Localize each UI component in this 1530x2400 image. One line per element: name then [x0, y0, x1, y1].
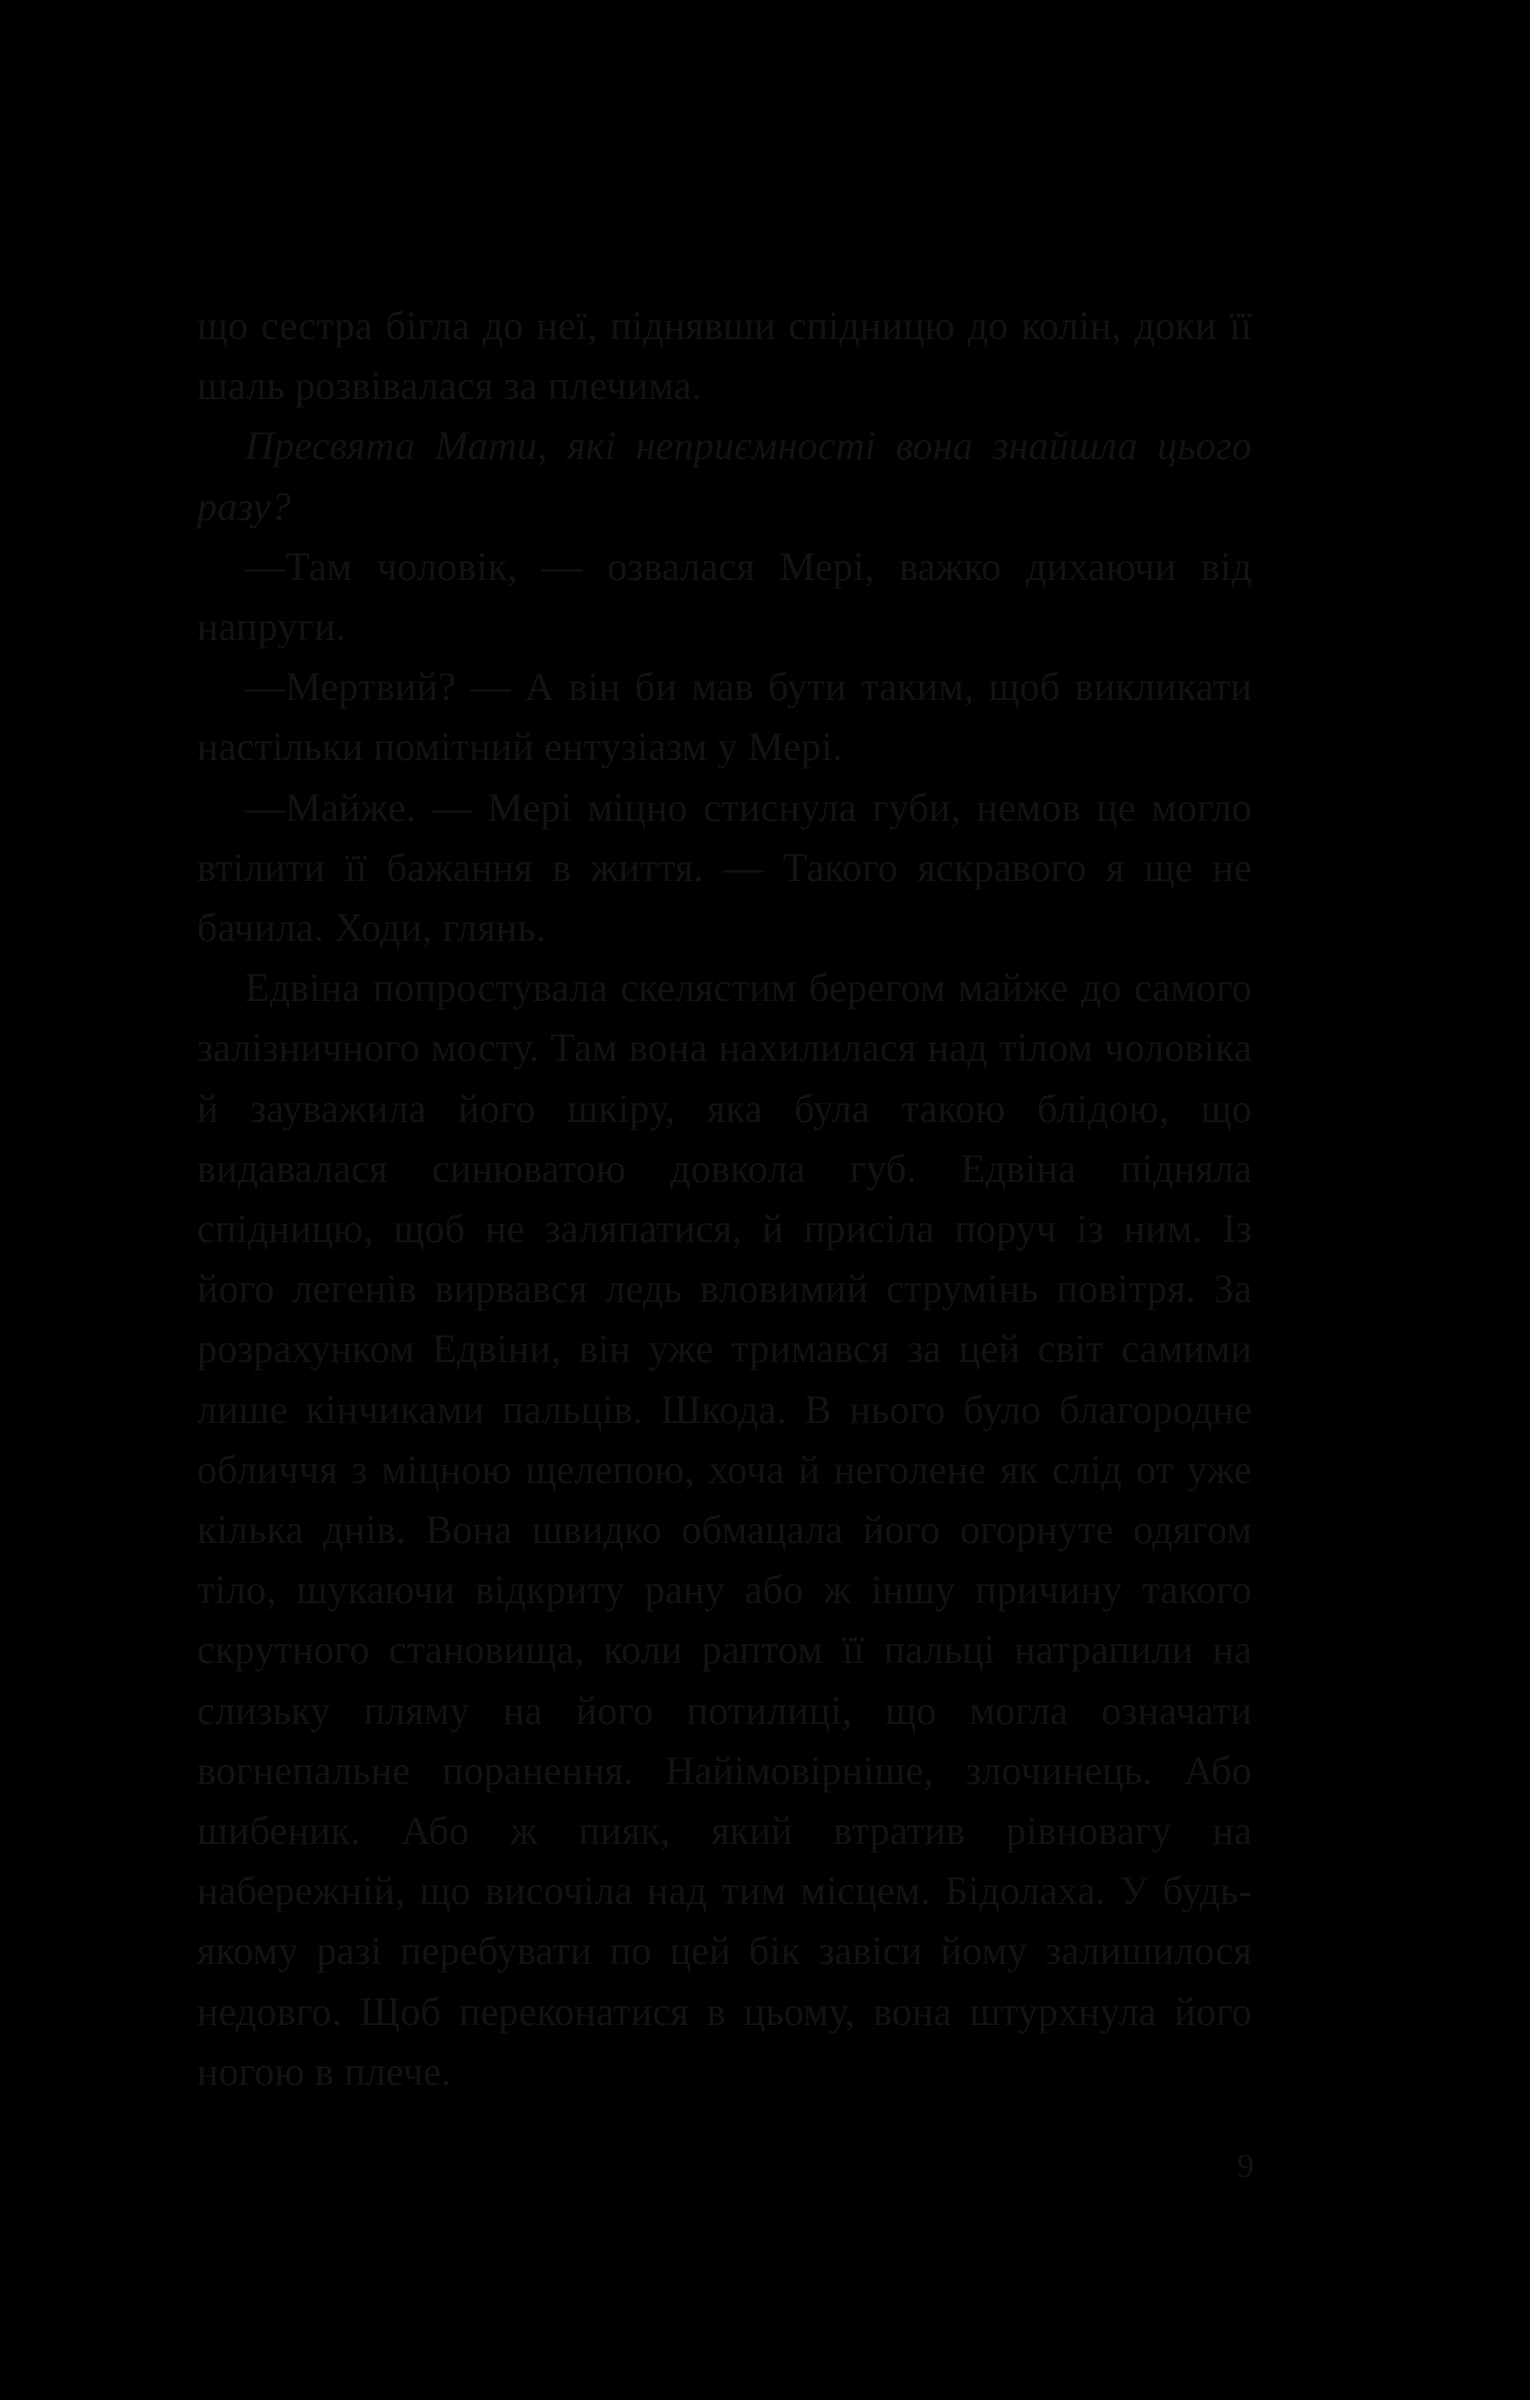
page-number: 9 — [1237, 2148, 1254, 2185]
paragraph-narrative: Едвіна попростувала скелястим берегом майже до самого залізничного мосту. Там вона нахилилася над тілом чоловіка й зауважила його шкіру, яка була такою блідою, що видавалася синюватою довкола губ. Едвіна підняла спідницю, щоб не заляпатися, й присіла поруч із ним. Із його легенів вирвався ледь вловимий струмінь повітря. За розрахунком Едвіни, він уже тримався за цей світ самими лише кінчиками пальців. Шкода. В нього було благородне обличчя з міцною щелепою, хоча й неголене як слід от уже кілька днів. Вона швидко обмацала його огорнуте одягом тіло, шукаючи відкриту рану або ж іншу причину такого скрутного становища, коли раптом її пальці натрапили на слизьку пляму на його потилиці, що могла означати вогнепальне поранення. Найімовірніше, злочинець. Або шибеник. Або ж пияк, який втратив рівновагу на набережній, що височіла над тим місцем. Бідолаха. У будь-якому разі перебувати по цей бік завіси йому залишилося недовго. Щоб переконатися в цьому, вона штурхнула його ногою в плече. — [197, 965, 1252, 2094]
paragraph-dialogue: —Мертвий? — А він би мав бути таким, щоб викликати настільки помітний ентузіазм у Мері. — [197, 664, 1252, 770]
paragraph-continuation: що сестра бігла до неї, піднявши спідницю до колін, доки її шаль розвівалася за плечима. — [197, 303, 1252, 409]
paragraph-italic-thought: Пресвята Мати, які неприємності вона знайшла цього разу? — [197, 423, 1252, 529]
body-text — [197, 296, 1252, 2102]
paragraph-dialogue: —Майже. — Мері міцно стиснула губи, немов це могло втілити її бажання в життя. — Такого яскравого я ще не бачила. Ходи, глянь. — [197, 784, 1252, 951]
paragraph-dialogue: —Там чоловік, — озвалася Мері, важко дихаючи від напруги. — [197, 543, 1252, 650]
